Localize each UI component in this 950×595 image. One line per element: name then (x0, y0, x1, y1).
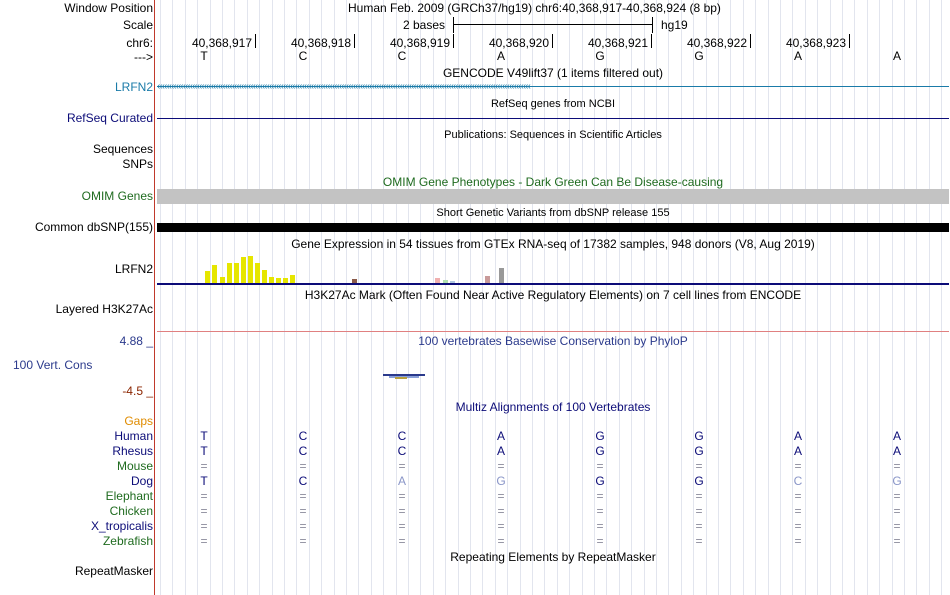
scale-bases: 2 bases (403, 18, 446, 32)
alignment-base: = (299, 519, 307, 533)
dbsnp-feature-bar[interactable] (157, 223, 949, 232)
alignment-base: = (794, 489, 802, 503)
gtex-tissue-bar[interactable] (227, 263, 232, 283)
alignment-base: T (200, 429, 208, 443)
sequences-label[interactable]: Sequences (92, 142, 153, 156)
alignment-base: G (694, 429, 704, 443)
gtex-tissue-bar[interactable] (352, 279, 357, 283)
multiz-track-title[interactable]: Multiz Alignments of 100 Vertebrates (455, 400, 651, 414)
alignment-base: = (794, 519, 802, 533)
species-label-elephant[interactable]: Elephant (105, 489, 153, 503)
species-label-mouse[interactable]: Mouse (116, 459, 153, 473)
gtex-tissue-bar[interactable] (443, 280, 448, 283)
alignment-base: = (794, 504, 802, 518)
alignment-base: = (398, 489, 406, 503)
gtex-tissue-bar[interactable] (241, 257, 246, 283)
alignment-base: = (794, 459, 802, 473)
window-position-label: Window Position (64, 1, 153, 15)
alignment-base: G (694, 444, 704, 458)
snps-label[interactable]: SNPs (122, 157, 153, 171)
dbsnp-track-label[interactable]: Common dbSNP(155) (34, 220, 153, 234)
window-position-value: Human Feb. 2009 (GRCh37/hg19) chr6:40,368,917-40,368,924 (8 bp) (348, 1, 721, 15)
gtex-tissue-bar[interactable] (255, 263, 260, 283)
dbsnp-track-title[interactable]: Short Genetic Variants from dbSNP release 155 (436, 207, 670, 219)
gtex-track-label[interactable]: LRFN2 (114, 262, 153, 276)
gtex-tissue-bar[interactable] (499, 268, 504, 283)
alignment-base: = (299, 504, 307, 518)
gtex-tissue-bar[interactable] (234, 263, 239, 283)
position-tick (849, 34, 850, 48)
alignment-base: = (299, 459, 307, 473)
repeatmasker-track-label[interactable]: RepeatMasker (74, 564, 153, 578)
alignment-base: = (497, 534, 505, 548)
omim-track-title[interactable]: OMIM Gene Phenotypes - Dark Green Can Be Disease-causing (382, 175, 724, 189)
alignment-base: = (497, 519, 505, 533)
alignment-base: A (892, 429, 901, 443)
alignment-base: = (596, 519, 604, 533)
gencode-gene-label[interactable]: LRFN2 (114, 80, 153, 94)
gtex-tissue-bar[interactable] (435, 278, 440, 283)
alignment-base: T (200, 474, 208, 488)
alignment-base: = (200, 534, 208, 548)
omim-track-label[interactable]: OMIM Genes (81, 189, 153, 203)
phylop-track-label[interactable]: 100 Vert. Cons (13, 358, 93, 372)
scale-assembly: hg19 (661, 18, 688, 32)
alignment-base: = (695, 519, 703, 533)
alignment-base: C (298, 474, 308, 488)
alignment-base: A (496, 444, 505, 458)
alignment-base: = (497, 459, 505, 473)
reference-base: G (595, 49, 605, 63)
alignment-base: = (695, 534, 703, 548)
reference-base: A (496, 49, 505, 63)
refseq-track-title[interactable]: RefSeq genes from NCBI (490, 98, 616, 110)
species-label-dog[interactable]: Dog (130, 474, 153, 488)
refseq-track-label[interactable]: RefSeq Curated (66, 111, 153, 125)
scale-bar (453, 17, 653, 33)
reference-base: A (793, 49, 802, 63)
alignment-base: = (398, 459, 406, 473)
alignment-base: = (398, 519, 406, 533)
publications-track-title[interactable]: Publications: Sequences in Scientific Articles (444, 129, 662, 141)
species-label-x_tropicalis[interactable]: X_tropicalis (90, 519, 153, 533)
phylop-min-label: -4.5 _ (122, 384, 153, 398)
strand-label: ---> (134, 50, 153, 64)
gtex-tissue-bar[interactable] (276, 278, 281, 283)
phylop-max-label: 4.88 _ (119, 334, 153, 348)
position-label: 40,368,917 (191, 36, 252, 50)
omim-feature-bar[interactable] (157, 189, 949, 204)
gtex-track-title[interactable]: Gene Expression in 54 tissues from GTEx RNA-seq of 17382 samples, 948 donors (V8, Aug 2019) (291, 237, 815, 251)
alignment-base: = (596, 504, 604, 518)
alignment-base: = (893, 519, 901, 533)
gencode-track-title[interactable]: GENCODE V49lift37 (1 items filtered out) (442, 66, 664, 80)
label-divider (154, 0, 155, 595)
alignment-base: = (596, 489, 604, 503)
gtex-expression-bars[interactable] (157, 252, 949, 285)
gencode-gene-feature[interactable]: ‹‹‹‹‹‹‹‹‹‹‹‹‹‹‹‹‹‹‹‹‹‹‹‹‹‹‹‹‹‹‹‹‹‹‹‹‹‹‹‹‹‹‹‹‹‹‹‹‹‹‹‹‹‹‹‹‹‹‹‹‹‹‹‹‹‹‹‹‹‹‹‹‹‹‹‹‹‹‹‹‹‹‹‹‹‹‹‹‹‹‹‹‹‹‹‹‹‹‹‹‹‹‹‹‹‹‹‹‹‹‹‹‹‹‹‹‹‹‹‹‹‹‹‹‹‹‹‹‹‹‹‹‹‹‹‹‹‹‹‹‹‹‹‹‹‹‹‹‹‹‹‹‹‹‹‹‹‹‹‹ (157, 81, 949, 92)
alignment-base: A (397, 474, 406, 488)
position-label: 40,368,923 (785, 36, 846, 50)
alignment-base: C (793, 474, 803, 488)
alignment-base: G (694, 474, 704, 488)
alignment-base: T (200, 444, 208, 458)
gtex-tissue-bar[interactable] (290, 275, 295, 283)
alignment-base: = (596, 459, 604, 473)
position-label: 40,368,919 (389, 36, 450, 50)
alignment-base: = (200, 459, 208, 473)
position-label: 40,368,921 (587, 36, 648, 50)
gtex-tissue-bar[interactable] (262, 270, 267, 283)
reference-base: A (892, 49, 901, 63)
reference-base: G (694, 49, 704, 63)
alignment-base: = (893, 489, 901, 503)
h3k27ac-track-title[interactable]: H3K27Ac Mark (Often Found Near Active Regulatory Elements) on 7 cell lines from ENCODE (304, 288, 802, 302)
alignment-base: = (695, 489, 703, 503)
refseq-gene-line[interactable] (157, 118, 949, 119)
alignment-base: G (595, 444, 605, 458)
alignment-base: C (397, 444, 407, 458)
alignment-base: C (397, 429, 407, 443)
gaps-label[interactable]: Gaps (124, 414, 153, 428)
gtex-tissue-bar[interactable] (248, 256, 253, 283)
chrom-label: chr6: (126, 36, 153, 50)
alignment-base: = (299, 534, 307, 548)
gtex-tissue-bar[interactable] (269, 277, 274, 283)
h3k27ac-baseline (157, 331, 949, 332)
species-label-zebrafish[interactable]: Zebrafish (102, 534, 153, 548)
position-tick (552, 34, 553, 48)
species-label-human[interactable]: Human (114, 429, 153, 443)
position-label: 40,368,922 (686, 36, 747, 50)
alignment-base: G (595, 429, 605, 443)
alignment-base: = (398, 504, 406, 518)
alignment-base: = (893, 459, 901, 473)
alignment-base: = (200, 489, 208, 503)
gtex-tissue-bar[interactable] (205, 271, 210, 283)
position-tick (453, 34, 454, 48)
gtex-tissue-bar[interactable] (485, 276, 490, 283)
gtex-tissue-bar[interactable] (212, 265, 217, 283)
alignment-base: = (695, 504, 703, 518)
phylop-track-title[interactable]: 100 vertebrates Basewise Conservation by PhyloP (418, 334, 688, 348)
gtex-tissue-bar[interactable] (220, 277, 225, 283)
alignment-base: = (200, 504, 208, 518)
position-label: 40,368,920 (488, 36, 549, 50)
scale-label: Scale (122, 18, 153, 32)
species-label-rhesus[interactable]: Rhesus (112, 444, 153, 458)
alignment-base: = (497, 504, 505, 518)
repeatmasker-track-title[interactable]: Repeating Elements by RepeatMasker (450, 550, 656, 564)
alignment-base: = (893, 534, 901, 548)
alignment-base: = (596, 534, 604, 548)
reference-base: C (298, 49, 308, 63)
position-tick (255, 34, 256, 48)
alignment-base: = (299, 489, 307, 503)
alignment-base: = (497, 489, 505, 503)
alignment-base: = (695, 459, 703, 473)
alignment-base: C (298, 429, 308, 443)
alignment-base: A (793, 444, 802, 458)
alignment-base: C (298, 444, 308, 458)
h3k27ac-track-label[interactable]: Layered H3K27Ac (55, 302, 153, 316)
alignment-base: A (793, 429, 802, 443)
alignment-base: G (892, 474, 902, 488)
gtex-tissue-bar[interactable] (450, 281, 455, 283)
alignment-base: G (496, 474, 506, 488)
position-tick (651, 34, 652, 48)
alignment-base: A (892, 444, 901, 458)
reference-base: T (200, 49, 208, 63)
alignment-base: = (200, 519, 208, 533)
reference-base: C (397, 49, 407, 63)
alignment-base: = (893, 504, 901, 518)
position-label: 40,368,918 (290, 36, 351, 50)
alignment-base: G (595, 474, 605, 488)
position-tick (354, 34, 355, 48)
alignment-base: A (496, 429, 505, 443)
species-label-chicken[interactable]: Chicken (109, 504, 153, 518)
alignment-base: = (794, 534, 802, 548)
phylop-signal[interactable] (383, 374, 425, 380)
alignment-base: = (398, 534, 406, 548)
gtex-tissue-bar[interactable] (283, 278, 288, 283)
position-tick (750, 34, 751, 48)
